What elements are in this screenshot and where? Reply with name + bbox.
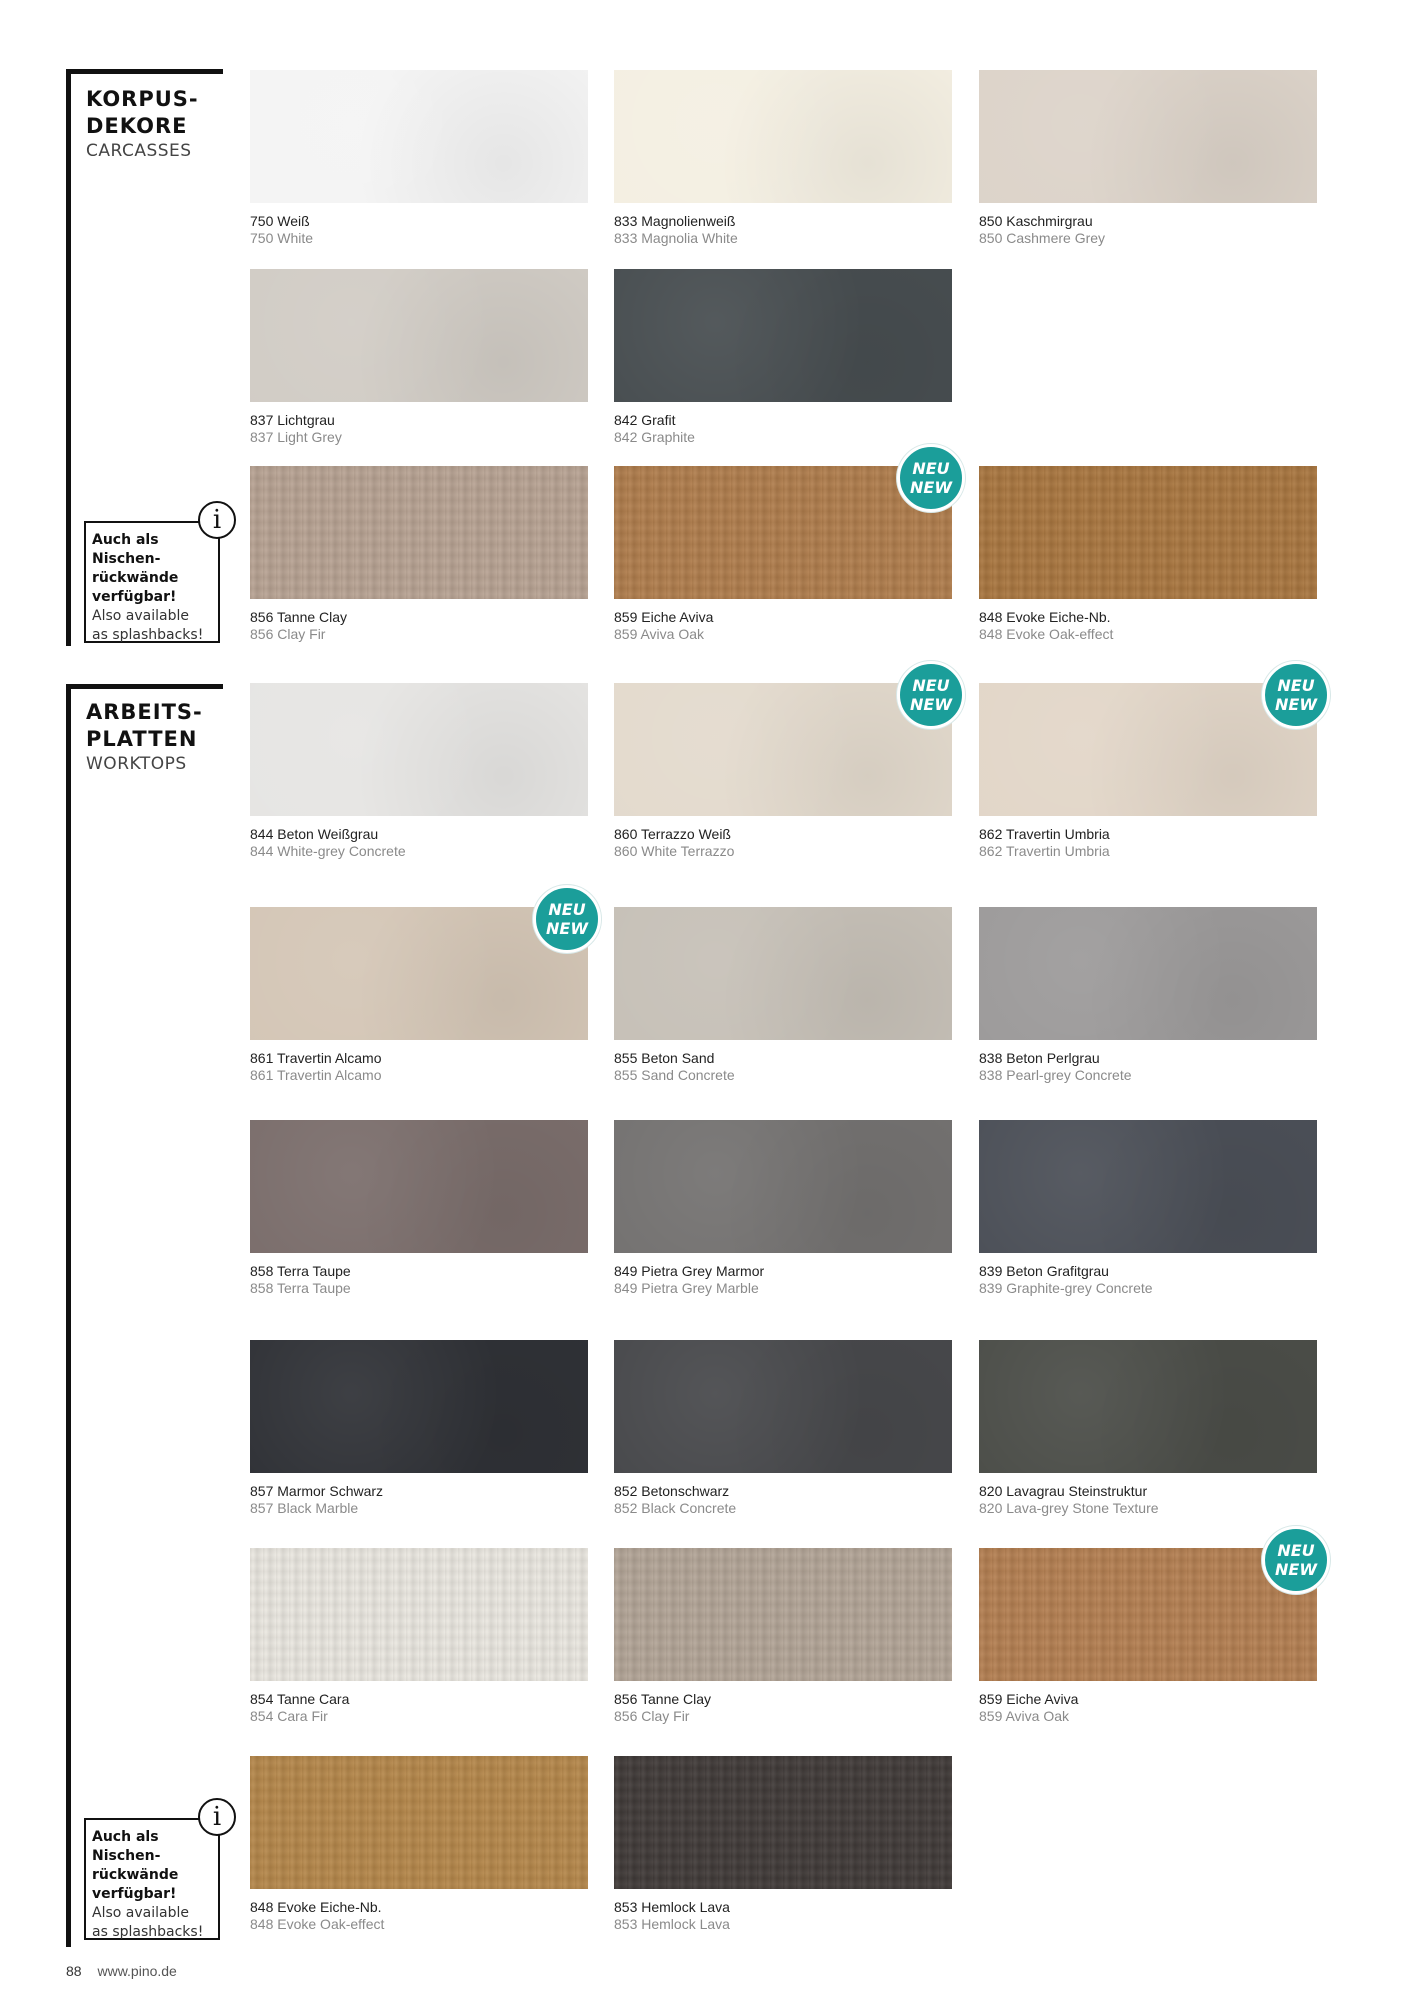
decor-name-en: 820 Lava-grey Stone Texture [979,1500,1159,1516]
worktop-label [250,1483,383,1517]
decor-name-de: 859 Eiche Aviva [614,609,714,625]
carcass-label [979,213,1105,247]
decor-name-en: 853 Hemlock Lava [614,1916,730,1932]
decor-name-en: 856 Clay Fir [614,1708,690,1724]
carcass-label [250,213,313,247]
worktops-section-rule [66,684,223,689]
new-badge [533,885,601,953]
carcass-label [250,412,342,446]
worktop-label [250,1691,349,1725]
decor-name-de: 850 Kaschmirgrau [979,213,1093,229]
decor-name-en: 848 Evoke Oak-effect [979,626,1114,642]
carcass-label [250,609,347,643]
decor-name-en: 844 White-grey Concrete [250,843,406,859]
decor-name-de: 852 Betonschwarz [614,1483,730,1499]
worktop-swatch [250,1340,588,1473]
worktop-swatch [614,1548,952,1681]
worktop-swatch [979,1120,1317,1253]
decor-name-de: 844 Beton Weißgrau [250,826,379,842]
decor-name-en: 861 Travertin Alcamo [250,1067,382,1083]
decor-name-en: 859 Aviva Oak [979,1708,1070,1724]
carcass-label [614,609,713,643]
new-badge-en: NEW [546,919,588,938]
carcass-label [614,213,738,247]
decor-name-de: 833 Magnolienweiß [614,213,736,229]
carcass-swatch [614,70,952,203]
worktop-label [614,1263,764,1297]
decor-name-de: 862 Travertin Umbria [979,826,1110,842]
decor-name-en: 833 Magnolia White [614,230,738,246]
splashback-info-box [84,505,222,643]
carcasses-subtitle: CARCASSES [86,141,192,161]
worktop-label [614,1483,736,1517]
decor-name-de: 848 Evoke Eiche-Nb. [250,1899,382,1915]
worktop-label [614,1691,711,1725]
worktop-label [250,826,406,860]
carcass-label [614,412,695,446]
new-badge-de: NEU [1277,676,1315,695]
decor-name-en: 842 Graphite [614,429,695,445]
new-badge [1262,1526,1330,1594]
decor-name-de: 861 Travertin Alcamo [250,1050,382,1066]
decor-name-de: 837 Lichtgrau [250,412,335,428]
decor-name-de: 856 Tanne Clay [250,609,348,625]
decor-name-en: 837 Light Grey [250,429,342,445]
new-badge [1262,661,1330,729]
info-text-de: Auch als Nischen- rückwände verfügbar! [92,532,179,605]
new-badge-en: NEW [910,695,952,714]
decor-name-de: 860 Terrazzo Weiß [614,826,731,842]
new-badge-de: NEU [912,676,950,695]
worktops-subtitle: WORKTOPS [86,754,187,774]
new-badge [897,661,965,729]
decor-name-de: 838 Beton Perlgrau [979,1050,1100,1066]
info-text-de: Auch als Nischen- rückwände verfügbar! [92,1829,179,1902]
new-badge [897,444,965,512]
website-link[interactable]: www.pino.de [97,1963,177,1979]
worktop-swatch [250,1548,588,1681]
worktop-swatch [250,1120,588,1253]
decor-name-en: 849 Pietra Grey Marble [614,1280,759,1296]
carcass-swatch [979,70,1317,203]
decor-name-de: 856 Tanne Clay [614,1691,712,1707]
decor-name-de: 859 Eiche Aviva [979,1691,1079,1707]
info-icon: i [198,501,236,539]
new-badge-de: NEU [912,459,950,478]
worktop-label [979,1483,1159,1517]
decor-name-en: 857 Black Marble [250,1500,359,1516]
worktop-swatch [614,1340,952,1473]
carcass-swatch [250,70,588,203]
decor-name-en: 848 Evoke Oak-effect [250,1916,385,1932]
worktop-swatch [979,1340,1317,1473]
worktop-swatch [979,907,1317,1040]
worktop-label [250,1899,384,1933]
worktop-swatch [614,1756,952,1889]
decor-name-en: 854 Cara Fir [250,1708,328,1724]
decor-name-de: 750 Weiß [250,213,310,229]
decor-name-de: 839 Beton Grafitgrau [979,1263,1109,1279]
carcasses-section-rule [66,69,223,74]
worktop-label [979,1691,1078,1725]
carcass-swatch [250,269,588,402]
decor-name-de: 842 Grafit [614,412,676,428]
decor-name-de: 820 Lavagrau Steinstruktur [979,1483,1148,1499]
decor-name-en: 750 White [250,230,314,246]
carcasses-title: KORPUS- DEKORE [86,87,199,138]
new-badge-de: NEU [1277,1541,1315,1560]
decor-name-de: 855 Beton Sand [614,1050,715,1066]
worktops-section-bar [66,684,71,1947]
page-footer [66,1963,177,1979]
new-badge-en: NEW [1275,1560,1317,1579]
worktop-swatch [614,907,952,1040]
decor-name-en: 856 Clay Fir [250,626,326,642]
info-text-en: Also available as splashbacks! [92,1905,204,1940]
page-number: 88 [66,1963,82,1979]
worktop-swatch [250,1756,588,1889]
worktop-label [979,826,1110,860]
worktop-swatch [250,683,588,816]
decor-name-de: 849 Pietra Grey Marmor [614,1263,765,1279]
worktop-label [250,1263,351,1297]
splashback-info-box [84,1802,222,1940]
worktops-title: ARBEITS- PLATTEN [86,700,203,751]
worktop-label [979,1263,1153,1297]
decor-name-en: 838 Pearl-grey Concrete [979,1067,1132,1083]
worktop-label [614,1899,730,1933]
decor-name-en: 855 Sand Concrete [614,1067,735,1083]
decor-name-en: 859 Aviva Oak [614,626,705,642]
info-text-en: Also available as splashbacks! [92,608,204,643]
worktop-label [250,1050,382,1084]
carcass-label [979,609,1113,643]
worktop-label [979,1050,1132,1084]
decor-name-de: 854 Tanne Cara [250,1691,350,1707]
info-icon: i [198,1798,236,1836]
decor-name-en: 852 Black Concrete [614,1500,737,1516]
decor-name-de: 858 Terra Taupe [250,1263,351,1279]
new-badge-en: NEW [910,478,952,497]
worktop-label [614,1050,735,1084]
carcass-swatch [614,269,952,402]
carcass-swatch [979,466,1317,599]
decor-name-de: 848 Evoke Eiche-Nb. [979,609,1111,625]
carcass-swatch [250,466,588,599]
new-badge-de: NEU [548,900,586,919]
decor-name-en: 850 Cashmere Grey [979,230,1106,246]
decor-name-en: 860 White Terrazzo [614,843,735,859]
carcasses-section-bar [66,69,71,646]
decor-name-de: 857 Marmor Schwarz [250,1483,384,1499]
worktop-label [614,826,734,860]
worktop-swatch [614,1120,952,1253]
decor-name-en: 858 Terra Taupe [250,1280,351,1296]
decor-name-de: 853 Hemlock Lava [614,1899,730,1915]
new-badge-en: NEW [1275,695,1317,714]
decor-name-en: 862 Travertin Umbria [979,843,1110,859]
decor-name-en: 839 Graphite-grey Concrete [979,1280,1153,1296]
